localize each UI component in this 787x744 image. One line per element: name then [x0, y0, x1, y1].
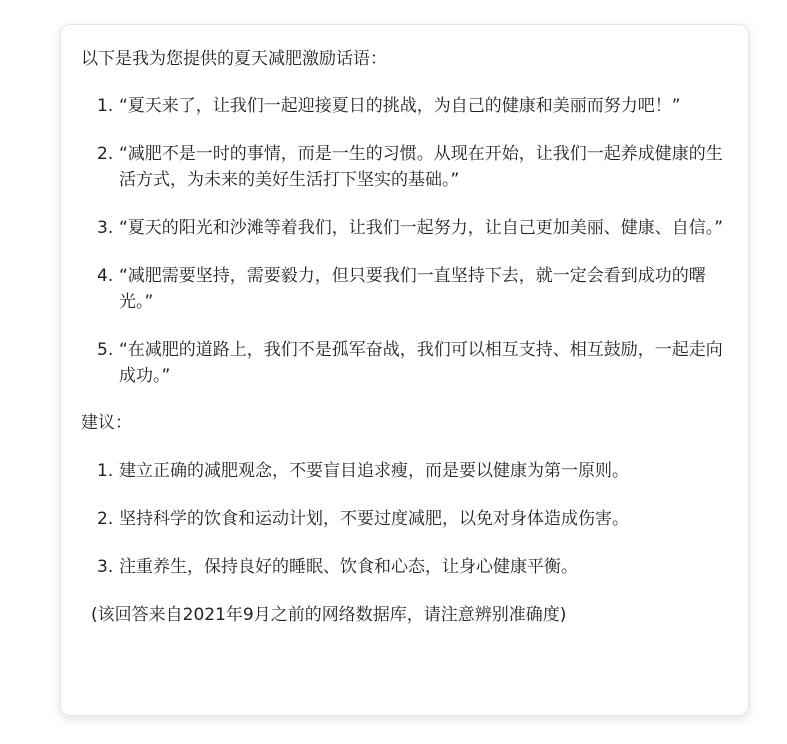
- list-item-text: “在减肥的道路上，我们不是孤军奋战，我们可以相互支持、相互鼓励，一起走向成功。”: [119, 340, 723, 386]
- list-number: 4.: [97, 266, 114, 286]
- list-item: [81, 93, 728, 119]
- list-item: [81, 506, 728, 532]
- list-number: 1.: [97, 461, 114, 481]
- list-number: 2.: [97, 144, 114, 164]
- response-card: [60, 24, 749, 716]
- list-item-text: 坚持科学的饮食和运动计划，不要过度减肥，以免对身体造成伤害。: [119, 509, 629, 529]
- list-item: [81, 215, 728, 241]
- list-number: 3.: [97, 218, 114, 238]
- list-item: [81, 458, 728, 484]
- disclaimer-note: (该回答来自2021年9月之前的网络数据库，请注意辨别准确度): [91, 605, 567, 625]
- list-number: 3.: [97, 557, 114, 577]
- list-item-text: “减肥需要坚持，需要毅力，但只要我们一直坚持下去，就一定会看到成功的曙光。”: [119, 266, 706, 312]
- list-item: [81, 554, 728, 580]
- list-item-text: 注重养生，保持良好的睡眠、饮食和心态，让身心健康平衡。: [119, 557, 578, 577]
- list-number: 5.: [97, 340, 114, 360]
- response-intro: 以下是我为您提供的夏天减肥激励话语：: [81, 49, 387, 69]
- list-number: 2.: [97, 509, 114, 529]
- list-number: 1.: [97, 96, 114, 116]
- list-item-text: “减肥不是一时的事情，而是一生的习惯。从现在开始，让我们一起养成健康的生活方式，为未来的美好生活打下坚实的基础。”: [119, 144, 723, 190]
- suggestion-heading: 建议：: [81, 413, 132, 433]
- list-item: [81, 263, 728, 315]
- list-item: [81, 337, 728, 389]
- suggestion-list: [81, 458, 728, 580]
- list-item-text: “夏天来了，让我们一起迎接夏日的挑战，为自己的健康和美丽而努力吧！”: [119, 96, 681, 116]
- list-item-text: “夏天的阳光和沙滩等着我们，让我们一起努力，让自己更加美丽、健康、自信。”: [119, 218, 724, 238]
- list-item-text: 建立正确的减肥观念，不要盲目追求瘦，而是要以健康为第一原则。: [119, 461, 629, 481]
- quote-list: [81, 93, 728, 389]
- list-item: [81, 141, 728, 193]
